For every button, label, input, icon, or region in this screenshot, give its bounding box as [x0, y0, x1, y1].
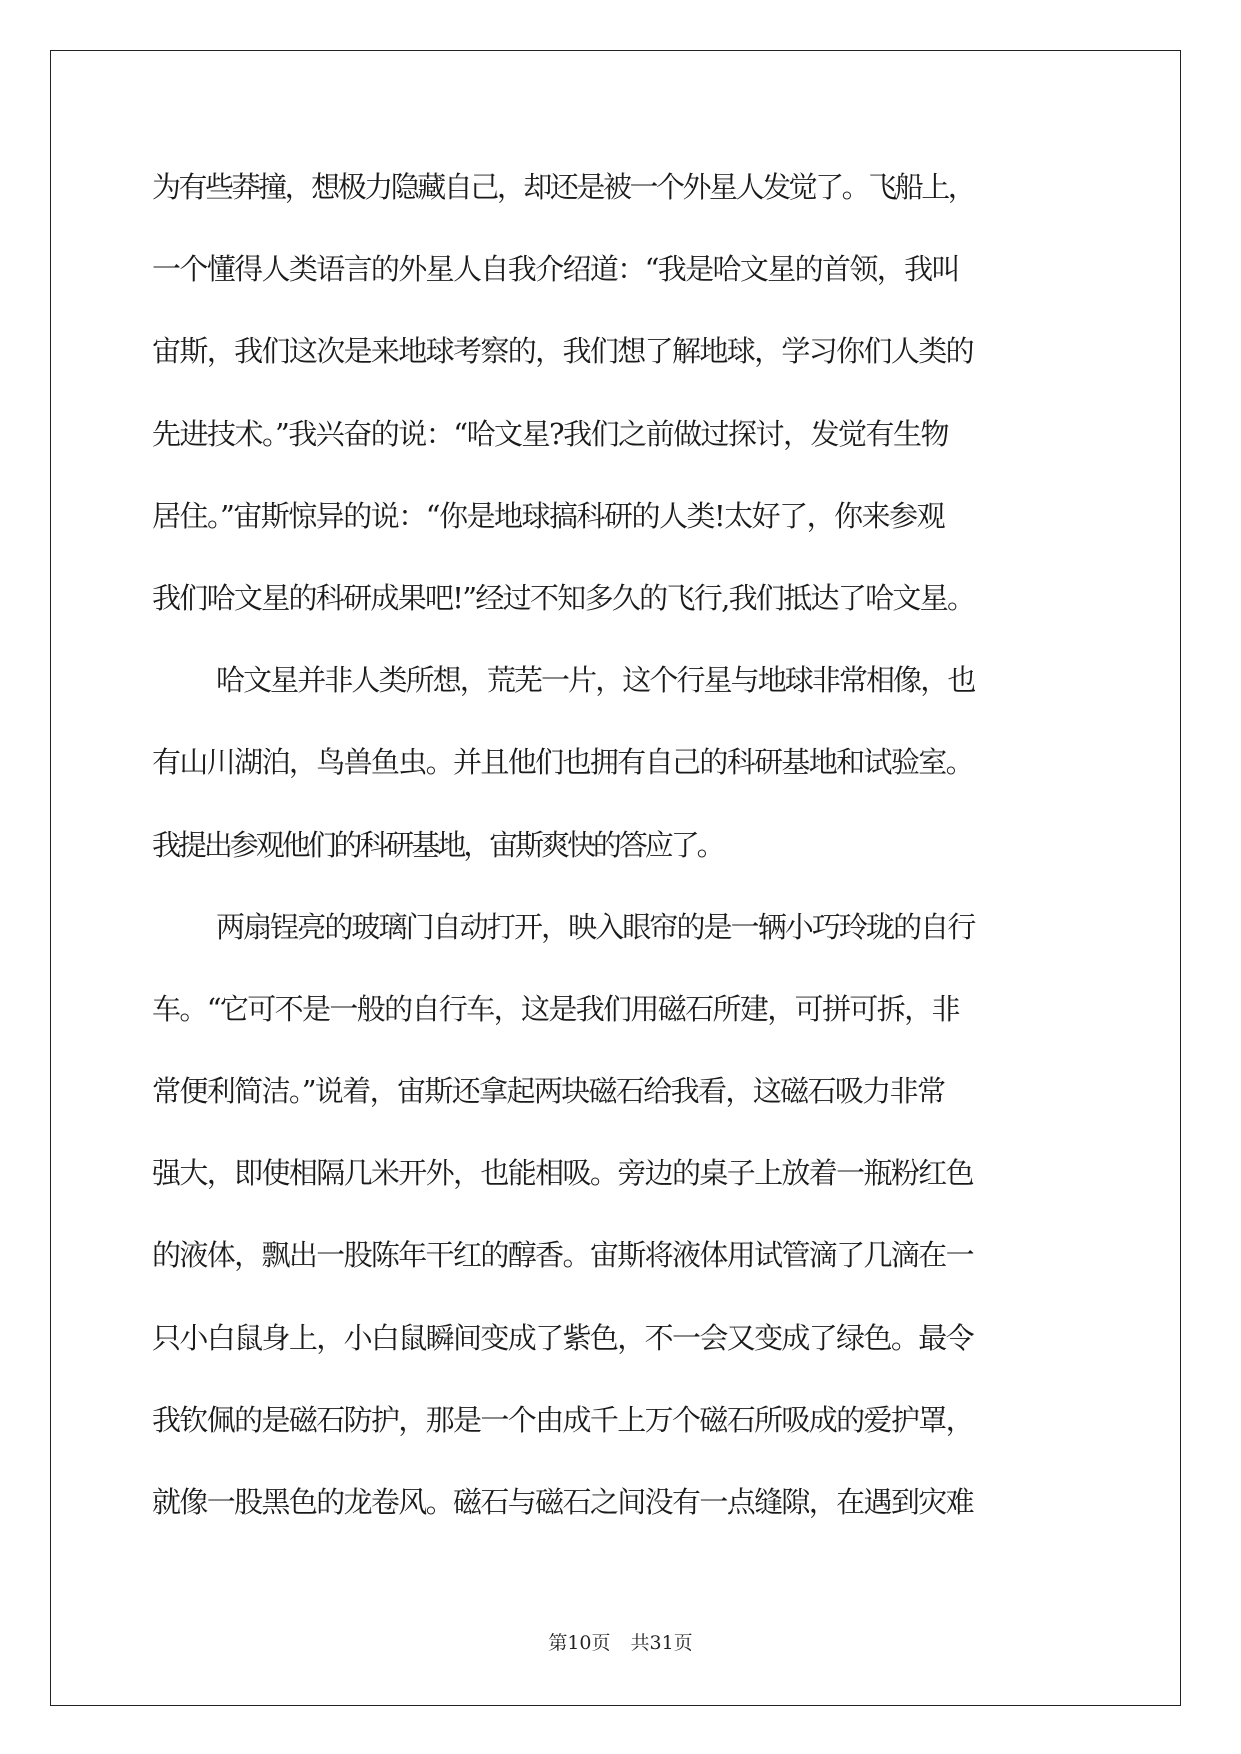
text-line: 有山川湖泊，鸟兽鱼虫。并且他们也拥有自己的科研基地和试验室。 [152, 745, 974, 780]
text-line: 我们哈文星的科研成果吧!”经过不知多久的飞行,我们抵达了哈文星。 [152, 580, 975, 615]
text-line: 的液体，飘出一股陈年干红的醇香。宙斯将液体用试管滴了几滴在一 [152, 1238, 974, 1273]
text-line: 居住。”宙斯惊异的说：“你是地球搞科研的人类!太好了，你来参观 [152, 498, 945, 533]
body-text [152, 162, 1092, 1559]
text-line: 车。“它可不是一般的自行车，这是我们用磁石所建，可拼可拆，非 [152, 991, 959, 1026]
text-line: 宙斯，我们这次是来地球考察的，我们想了解地球，学习你们人类的 [152, 334, 974, 369]
page-footer [0, 1628, 1241, 1655]
text-line: 只小白鼠身上，小白鼠瞬间变成了紫色，不一会又变成了绿色。最令 [152, 1320, 974, 1355]
text-line: 我提出参观他们的科研基地，宙斯爽快的答应了。 [152, 827, 723, 862]
text-line: 先进技术。”我兴奋的说：“哈文星?我们之前做过探讨，发觉有生物 [152, 416, 949, 451]
text-line: 一个懂得人类语言的外星人自我介绍道：“我是哈文星的首领，我叫 [152, 252, 959, 287]
total-pages-label: 共31页 [630, 1632, 693, 1654]
text-line: 哈文星并非人类所想，荒芜一片，这个行星与地球非常相像，也 [216, 663, 975, 698]
text-line: 常便利简洁。”说着，宙斯还拿起两块磁石给我看，这磁石吸力非常 [152, 1074, 945, 1109]
text-line: 两扇锃亮的玻璃门自动打开，映入眼帘的是一辆小巧玲珑的自行 [216, 909, 975, 944]
text-line: 我钦佩的是磁石防护，那是一个由成千上万个磁石所吸成的爱护罩， [152, 1402, 974, 1437]
text-line: 强大，即使相隔几米开外，也能相吸。旁边的桌子上放着一瓶粉红色 [152, 1156, 974, 1191]
current-page-label: 第10页 [548, 1632, 611, 1654]
text-line: 为有些莽撞，想极力隐藏自己，却还是被一个外星人发觉了。飞船上， [152, 170, 975, 204]
text-line: 就像一股黑色的龙卷风。磁石与磁石之间没有一点缝隙，在遇到灾难 [152, 1485, 974, 1519]
